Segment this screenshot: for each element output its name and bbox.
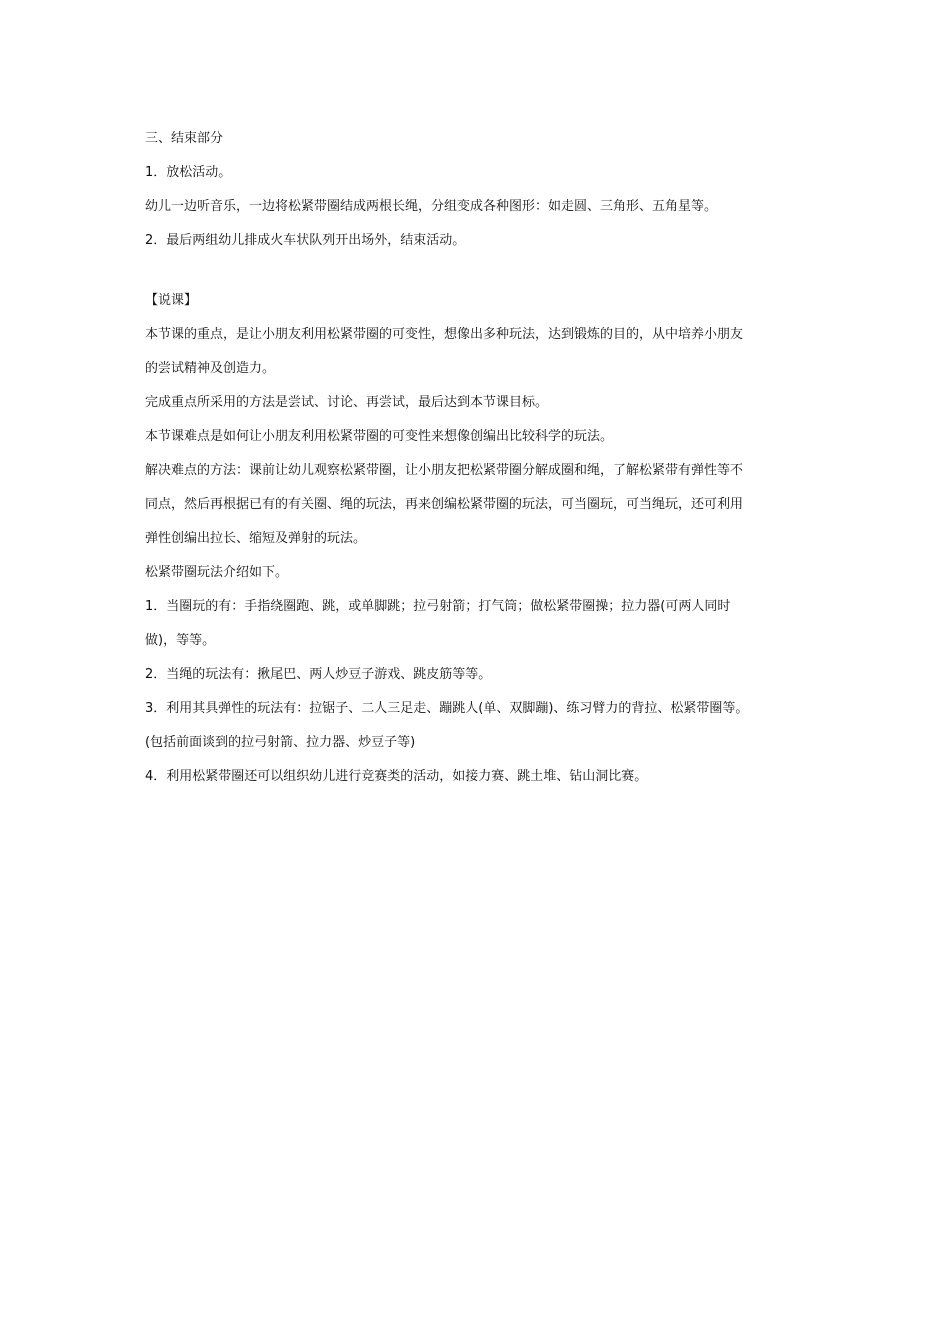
list-item-rope-play: 2．当绳的玩法有：揪尾巴、两人炒豆子游戏、跳皮筋等等。: [145, 667, 492, 682]
paragraph-line: 3．利用其具弹性的玩法有：拉锯子、二人三足走、蹦跳人(单、双脚蹦)、练习臂力的背拉、松紧带圈等。: [145, 701, 749, 716]
list-item-elastic-play: [145, 692, 810, 760]
paragraph-method: 完成重点所采用的方法是尝试、讨论、再尝试，最后达到本节课目标。: [145, 395, 549, 410]
paragraph-key-point: [145, 318, 810, 386]
list-item-competition: 4．利用松紧带圈还可以组织幼儿进行竞赛类的活动，如接力赛、跳土堆、钻山洞比赛。: [145, 769, 648, 784]
list-item-relax: 1．放松活动。: [145, 165, 232, 180]
paragraph-line: 1．当圈玩的有：手指绕圈跑、跳，或单脚跳；拉弓射箭；打气筒；做松紧带圈操；拉力器(可两人同时: [145, 599, 731, 614]
paragraph-line: 的尝试精神及创造力。: [145, 361, 276, 376]
section-spacer: [145, 258, 810, 284]
paragraph-line: 同点，然后再根据已有的有关圈、绳的玩法，再来创编松紧带圈的玩法，可当圈玩，可当绳玩，还可利用: [145, 497, 744, 512]
paragraph-line: 做)，等等。: [145, 633, 216, 648]
document-page: [145, 122, 810, 794]
paragraph-relax-description: 幼儿一边听音乐，一边将松紧带圈结成两根长绳，分组变成各种图形：如走圆、三角形、五角星等。: [145, 199, 718, 214]
list-item-exit: 2．最后两组幼儿排成火车状队列开出场外，结束活动。: [145, 233, 466, 248]
paragraph-line: 解决难点的方法：课前让幼儿观察松紧带圈，让小朋友把松紧带圈分解成圈和绳，了解松紧带有弹性等不: [145, 463, 744, 478]
paragraph-line: 本节课的重点，是让小朋友利用松紧带圈的可变性，想像出多种玩法，达到锻炼的目的，从中培养小朋友: [145, 327, 744, 342]
section-heading-lecture: 【说课】: [145, 293, 198, 308]
paragraph-play-intro: 松紧带圈玩法介绍如下。: [145, 565, 289, 580]
list-item-ring-play: [145, 590, 810, 658]
paragraph-line: (包括前面谈到的拉弓射箭、拉力器、炒豆子等): [145, 735, 416, 750]
paragraph-line: 弹性创编出拉长、缩短及弹射的玩法。: [145, 531, 367, 546]
section-heading-ending: 三、结束部分: [145, 131, 224, 146]
paragraph-solution: [145, 454, 810, 556]
paragraph-difficulty: 本节课难点是如何让小朋友利用松紧带圈的可变性来想像创编出比较科学的玩法。: [145, 429, 614, 444]
